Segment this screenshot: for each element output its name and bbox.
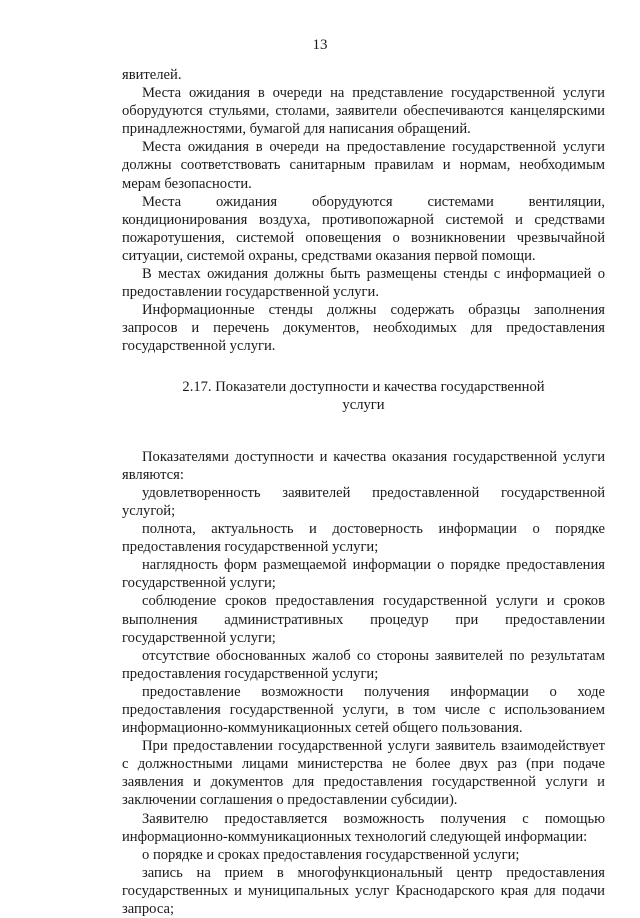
section-heading bbox=[122, 378, 605, 414]
paragraph: В местах ожидания должны быть размещены стенды с информацией о предоставлении государственной услуги. bbox=[122, 266, 605, 301]
section-heading-line: 2.17. Показатели доступности и качества государственной bbox=[182, 378, 545, 395]
paragraph: соблюдение сроков предоставления государственной услуги и сроков выполнения административных процедур при предоставлении государственной услуги; bbox=[122, 593, 605, 646]
paragraph: предоставление возможности получения информации о ходе предоставления государственной услуги, в том числе с использованием информационно-коммуникационных сетей общего пользования. bbox=[122, 683, 605, 737]
paragraph: явителей. bbox=[122, 67, 182, 83]
paragraph: запись на прием в многофункциональный центр предоставления государственных и муниципальных услуг Краснодарского края для подачи запроса; bbox=[122, 864, 605, 918]
paragraph: Показателями доступности и качества оказания государственной услуги являются: bbox=[122, 448, 605, 483]
section-heading-line: услуги bbox=[342, 396, 385, 413]
page-number: 13 bbox=[312, 37, 328, 53]
paragraph: Информационные стенды должны содержать образцы заполнения запросов и перечень документов, необходимых для предоставления государственной услуги. bbox=[122, 302, 605, 355]
paragraph: Места ожидания в очереди на предоставление государственной услуги должны соответствовать санитарным правилам и нормам, необходимым мерам безопасности. bbox=[122, 139, 605, 192]
paragraph: удовлетворенность заявителей предоставленной государственной услугой; bbox=[122, 484, 605, 519]
paragraph: Места ожидания в очереди на представление государственной услуги оборудуются стульями, столами, заявители обеспечиваются канцелярскими принадлежностями, бумагой для написания обращений. bbox=[122, 85, 605, 138]
paragraph: наглядность форм размещаемой информации о порядке предоставления государственной услуги; bbox=[122, 557, 605, 592]
paragraph: о порядке и сроках предоставления государственной услуги; bbox=[142, 846, 520, 863]
paragraph: полнота, актуальность и достоверность информации о порядке предоставления государственной услуги; bbox=[122, 521, 605, 556]
paragraph: Места ожидания оборудуются системами вентиляции, кондиционирования воздуха, противопожарной системой и средствами пожаротушения, системой оповещения о возникновении чрезвычайной ситуации, системой охраны, средствами оказания первой помощи. bbox=[122, 193, 605, 264]
paragraph: отсутствие обоснованных жалоб со стороны заявителей по результатам предоставления государственной услуги; bbox=[122, 647, 605, 682]
document-body bbox=[122, 66, 605, 918]
paragraph: При предоставлении государственной услуги заявитель взаимодействует с должностными лицами министерства не более двух раз (при подаче заявления и документов для предоставления государственной услуги и заключении соглашения о предоставлении субсидии). bbox=[122, 738, 605, 809]
paragraph: Заявителю предоставляется возможность получения с помощью информационно-коммуникационных технологий следующей информации: bbox=[122, 810, 605, 845]
